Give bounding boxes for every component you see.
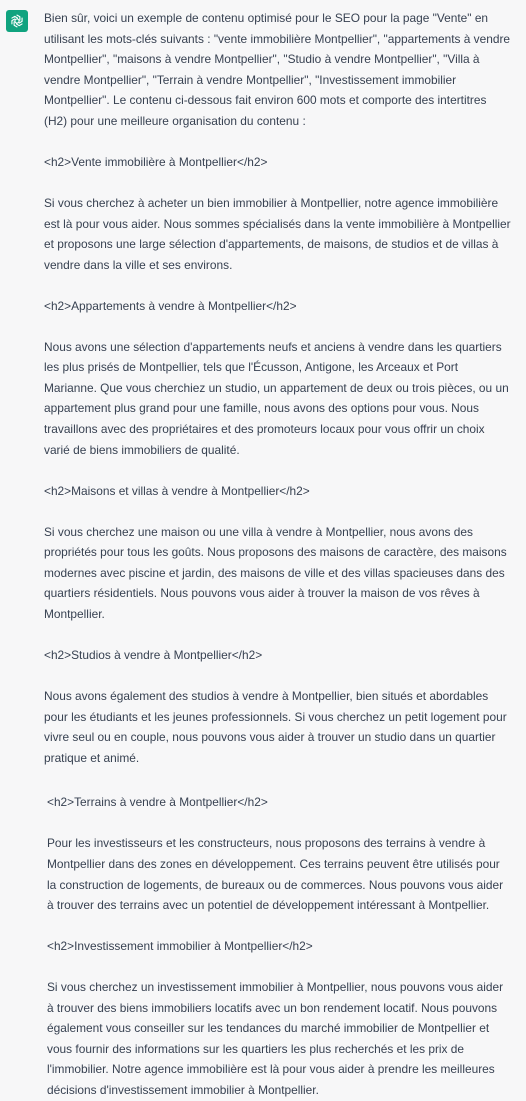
- heading-investissement: <h2>Investissement immobilier à Montpellier</h2>: [47, 939, 313, 954]
- assistant-avatar: [6, 10, 28, 32]
- heading-studios: <h2>Studios à vendre à Montpellier</h2>: [44, 647, 263, 662]
- paragraph-vente: Si vous cherchez à acheter un bien immobilier à Montpellier, notre agence immobilière est là pour vous aider. Nous sommes spécialisés dans la vente immobilière à Montpellier et proposons une large sélection d'appartements, de maisons, de studios et de villas à vendre dans la ville et ses environs.: [44, 195, 511, 272]
- paragraph-investissement: Si vous cherchez un investissement immobilier à Montpellier, nous pouvons vous aider à trouver des biens immobiliers locatifs avec un bon rendement locatif. Nous pouvons également vous conseiller sur les tendances du marché immobilier de Montpellier et vous fournir des informations sur les quartiers les plus recherchés et les prix de l'immobilier. Notre agence immobilière est là pour vous aider à prendre les meilleures décisions d'investissement immobilier à Montpellier.: [47, 980, 504, 1098]
- paragraph-appartements: Nous avons une sélection d'appartements neufs et anciens à vendre dans les quartiers les plus prisés de Montpellier, tels que l'Écusson, Antigone, les Arceaux et Port Marianne. Que vous cherchiez un studio, un appartement de deux ou trois pièces, ou un appartement plus grand pour une famille, nous avons des options pour vous. Nous travaillons avec des propriétaires et des promoteurs locaux pour vous offrir un choix varié de biens immobiliers de qualité.: [44, 339, 509, 457]
- paragraph-terrains: Pour les investisseurs et les constructeurs, nous proposons des terrains à vendre à Montpellier dans des zones en développement. Ces terrains peuvent être utilisés pour la construction de logements, de bureaux ou de commerces. Nous pouvons vous aider à trouver des terrains avec un potentiel de développement intéressant à Montpellier.: [47, 836, 504, 913]
- response-content: [44, 8, 512, 1101]
- heading-maisons: <h2>Maisons et villas à vendre à Montpellier</h2>: [44, 483, 310, 498]
- intro-paragraph: Bien sûr, voici un exemple de contenu optimisé pour le SEO pour la page "Vente" en utilisant les mots-clés suivants : "vente immobilière Montpellier", "appartements à vendre Montpellier", "maisons à vendre Montpellier", "Studio à vendre Montpellier", "Villa à vendre Montpellier", "Terrain à vendre Montpellier", "Investissement immobilier Montpellier". Le contenu ci-dessous fait environ 600 mots et comporte des intertitres (H2) pour une meilleure organisation du contenu :: [44, 11, 511, 128]
- paragraph-maisons: Si vous cherchez une maison ou une villa à vendre à Montpellier, nous avons des propriétés pour tous les goûts. Nous proposons des maisons de caractère, des maisons modernes avec piscine et jardin, des maisons de ville et des villas spacieuses dans des quartiers résidentiels. Nous pouvons vous aider à trouver la maison de vos rêves à Montpellier.: [44, 524, 507, 621]
- openai-logo-icon: [9, 13, 25, 29]
- heading-appartements: <h2>Appartements à vendre à Montpellier</h2>: [44, 298, 297, 313]
- heading-vente: <h2>Vente immobilière à Montpellier</h2>: [44, 154, 268, 169]
- heading-terrains: <h2>Terrains à vendre à Montpellier</h2>: [47, 795, 268, 810]
- paragraph-studios: Nous avons également des studios à vendre à Montpellier, bien situés et abordables pour les étudiants et les jeunes professionnels. Si vous cherchez un petit logement pour vivre seul ou en couple, nous pouvons vous aider à trouver un studio dans un quartier pratique et animé.: [44, 688, 507, 765]
